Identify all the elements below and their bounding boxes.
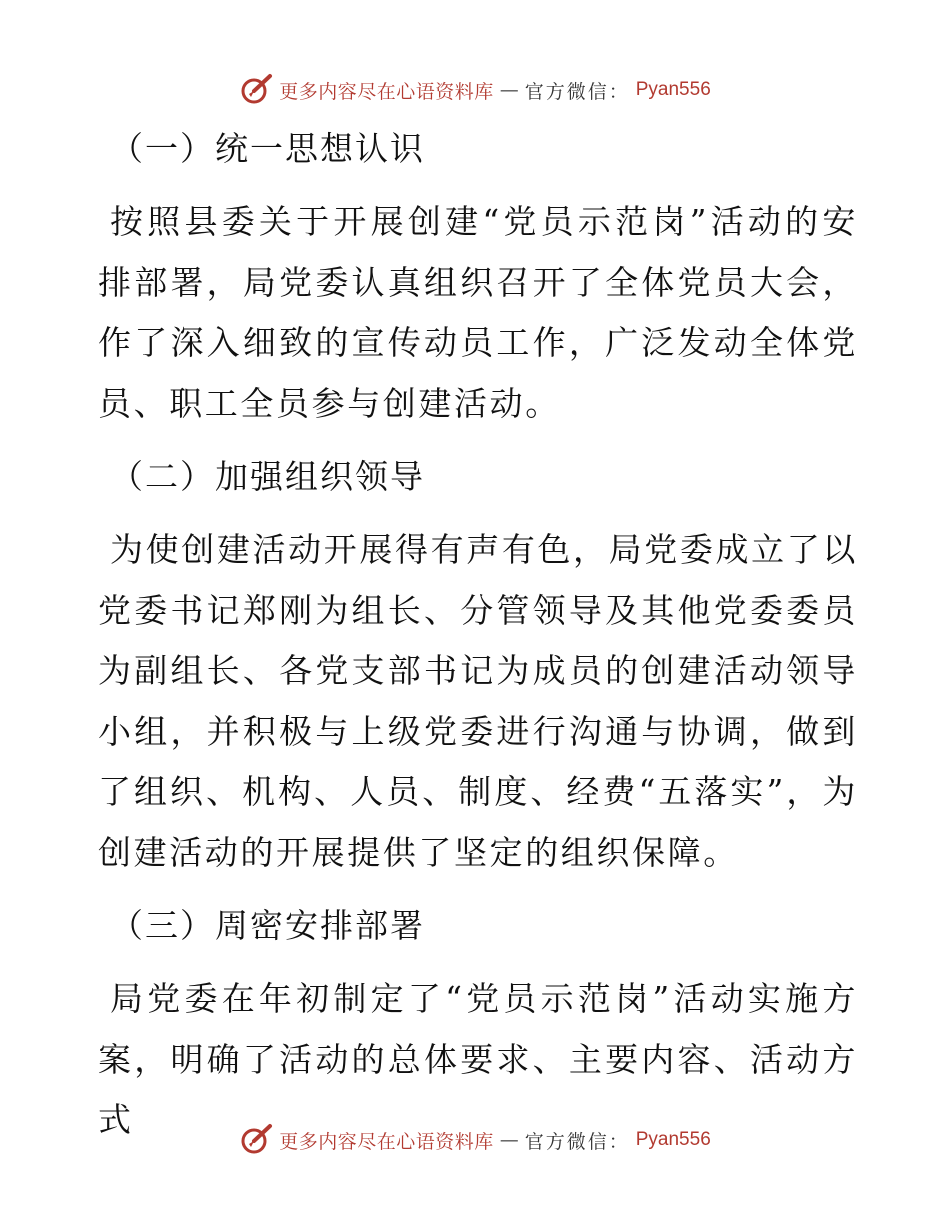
document-body: [98, 118, 858, 1163]
header-watermark: [0, 70, 950, 110]
section-3: [98, 895, 858, 1151]
watermark-main-text: 更多内容尽在心语资料库: [279, 80, 494, 103]
section-paragraph: 局党委在年初制定了“党员示范岗”活动实施方案，明确了活动的总体要求、主要内容、活动方式: [98, 979, 858, 1139]
watermark-wechat-id: Pyan556: [635, 79, 711, 100]
watermark-main-text: 更多内容尽在心语资料库: [279, 1130, 494, 1153]
watermark-label: 官方微信：: [524, 80, 630, 103]
pen-logo-icon: [239, 1123, 273, 1157]
watermark-dash: —: [499, 1129, 519, 1151]
section-heading: （二）加强组织领导: [110, 457, 425, 496]
section-1: [98, 118, 858, 434]
section-paragraph: 为使创建活动开展得有声有色，局党委成立了以党委书记郑刚为组长、分管领导及其他党委委员为副组长、各党支部书记为成员的创建活动领导小组，并积极与上级党委进行沟通与协调，做到了组织、机构、人员、制度、经费“五落实”，为创建活动的开展提供了坚定的组织保障。: [98, 530, 858, 872]
pen-logo-icon: [239, 73, 273, 107]
watermark-wechat-id: Pyan556: [635, 1129, 711, 1150]
section-heading: （三）周密安排部署: [110, 906, 425, 945]
section-2: [98, 446, 858, 883]
watermark-dash: —: [499, 79, 519, 101]
section-heading: （一）统一思想认识: [110, 129, 425, 168]
footer-watermark: [0, 1120, 950, 1160]
watermark-label: 官方微信：: [524, 1130, 630, 1153]
section-paragraph: 按照县委关于开展创建“党员示范岗”活动的安排部署，局党委认真组织召开了全体党员大会，作了深入细致的宣传动员工作，广泛发动全体党员、职工全员参与创建活动。: [98, 202, 858, 423]
